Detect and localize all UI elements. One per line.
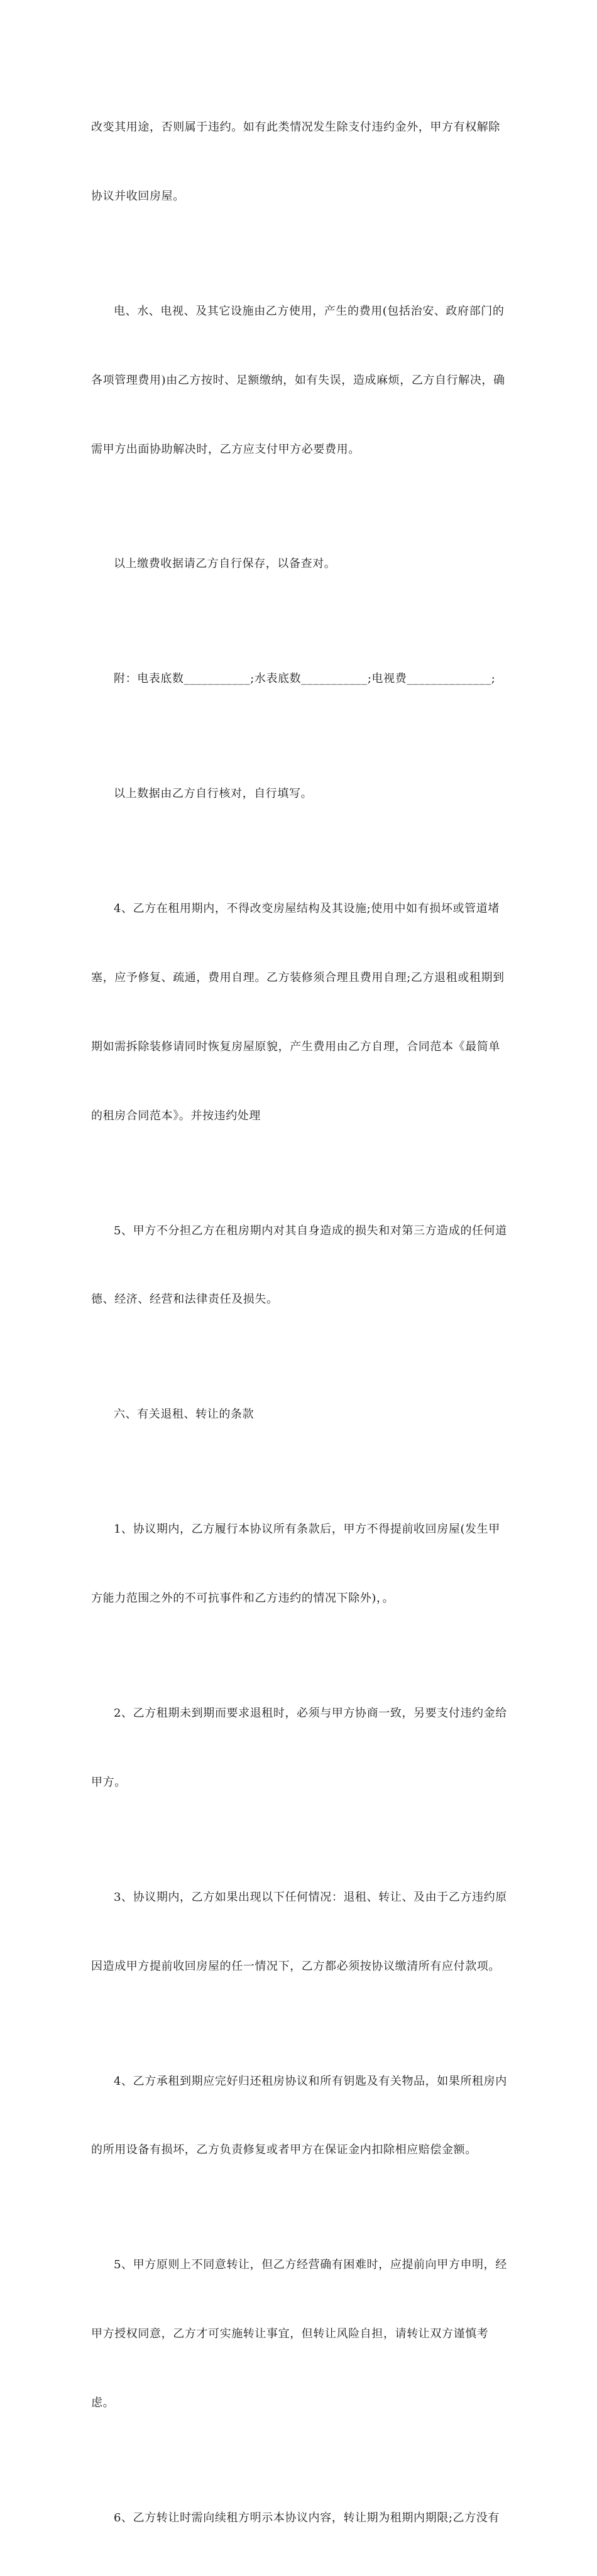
text-line: 6、乙方转让时需向续租方明示本协议内容，转让期为租期内期限;乙方没有	[114, 2511, 500, 2524]
clause-6-5	[91, 2208, 509, 2461]
text-line: 附：电表底数___________;水表底数___________;电视费______________;	[114, 672, 496, 686]
text-line: 2、乙方租期未到期而要求退租时，必须与甲方协商一致，另要支付违约金给	[114, 1707, 507, 1720]
section-heading	[91, 1357, 509, 1472]
clause-6-1	[91, 1472, 509, 1656]
text-line: 需甲方出面协助解决时，乙方应支付甲方必要费用。	[91, 442, 360, 456]
text-line: 各项管理费用)由乙方按时、足额缴纳，如有失误，造成麻烦，乙方自行解决，确	[91, 373, 505, 387]
text-line: 4、乙方承租到期应完好归还租房协议和所有钥匙及有关物品，如果所租房内	[114, 2074, 507, 2088]
clause-4	[91, 852, 509, 1173]
text-line: 甲方授权同意，乙方才可实施转让事宜，但转让风险自担，请转让双方谨慎考	[91, 2327, 489, 2341]
clause-6-2	[91, 1656, 509, 1840]
text-line: 4、乙方在租用期内，不得改变房屋结构及其设施;使用中如有损坏或管道堵	[114, 902, 500, 916]
text-line: 改变其用途，否则属于违约。如有此类情况发生除支付违约金外，甲方有权解除	[91, 121, 500, 134]
text-line: 协议并收回房屋。	[91, 189, 185, 203]
text-line: 1、协议期内，乙方履行本协议所有条款后，甲方不得提前收回房屋(发生甲	[114, 1523, 500, 1536]
clause-6-4	[91, 2024, 509, 2208]
text-line: 德、经济、经营和法律责任及损失。	[91, 1293, 278, 1307]
text-line: 塞，应予修复、疏通，费用自理。乙方装修须合理且费用自理;乙方退租或租期到	[91, 971, 505, 985]
clause-6-6	[91, 2461, 509, 2576]
text-line: 虑。	[91, 2396, 115, 2410]
text-line: 的所用设备有损坏，乙方负责修复或者甲方在保证金内扣除相应赔偿金额。	[91, 2143, 477, 2157]
text-line: 以上缴费收据请乙方自行保存，以备查对。	[114, 557, 336, 571]
text-line: 的租房合同范本》。并按违约处理	[91, 1109, 261, 1122]
document-body	[91, 70, 509, 2576]
text-line: 甲方。	[91, 1775, 126, 1789]
clause-5	[91, 1174, 509, 1358]
text-line: 期如需拆除装修请同时恢复房屋原貌，产生费用由乙方自理，合同范本《最简单	[91, 1040, 500, 1053]
text-line: 3、协议期内，乙方如果出现以下任何情况：退租、转让、及由于乙方违约原	[114, 1890, 507, 1904]
meter-readings-line	[91, 622, 509, 737]
clause-6-3	[91, 1840, 509, 2024]
paragraph	[91, 70, 509, 254]
text-line: 方能力范围之外的不可抗事件和乙方违约的情况下除外)，。	[91, 1592, 395, 1606]
text-line: 因造成甲方提前收回房屋的任一情况下，乙方都必须按协议缴清所有应付款项。	[91, 1959, 500, 1973]
paragraph	[91, 254, 509, 508]
text-line: 5、甲方不分担乙方在租房期内对其自身造成的损失和对第三方造成的任何道	[114, 1224, 507, 1237]
text-line: 5、甲方原则上不同意转让，但乙方经营确有困难时，应提前向甲方申明，经	[114, 2258, 507, 2272]
paragraph	[91, 507, 509, 622]
text-line: 六、有关退租、转让的条款	[114, 1408, 255, 1421]
text-line: 以上数据由乙方自行核对，自行填写。	[114, 787, 313, 801]
text-line: 电、水、电视、及其它设施由乙方使用，产生的费用(包括治安、政府部门的	[114, 304, 505, 318]
paragraph	[91, 737, 509, 852]
